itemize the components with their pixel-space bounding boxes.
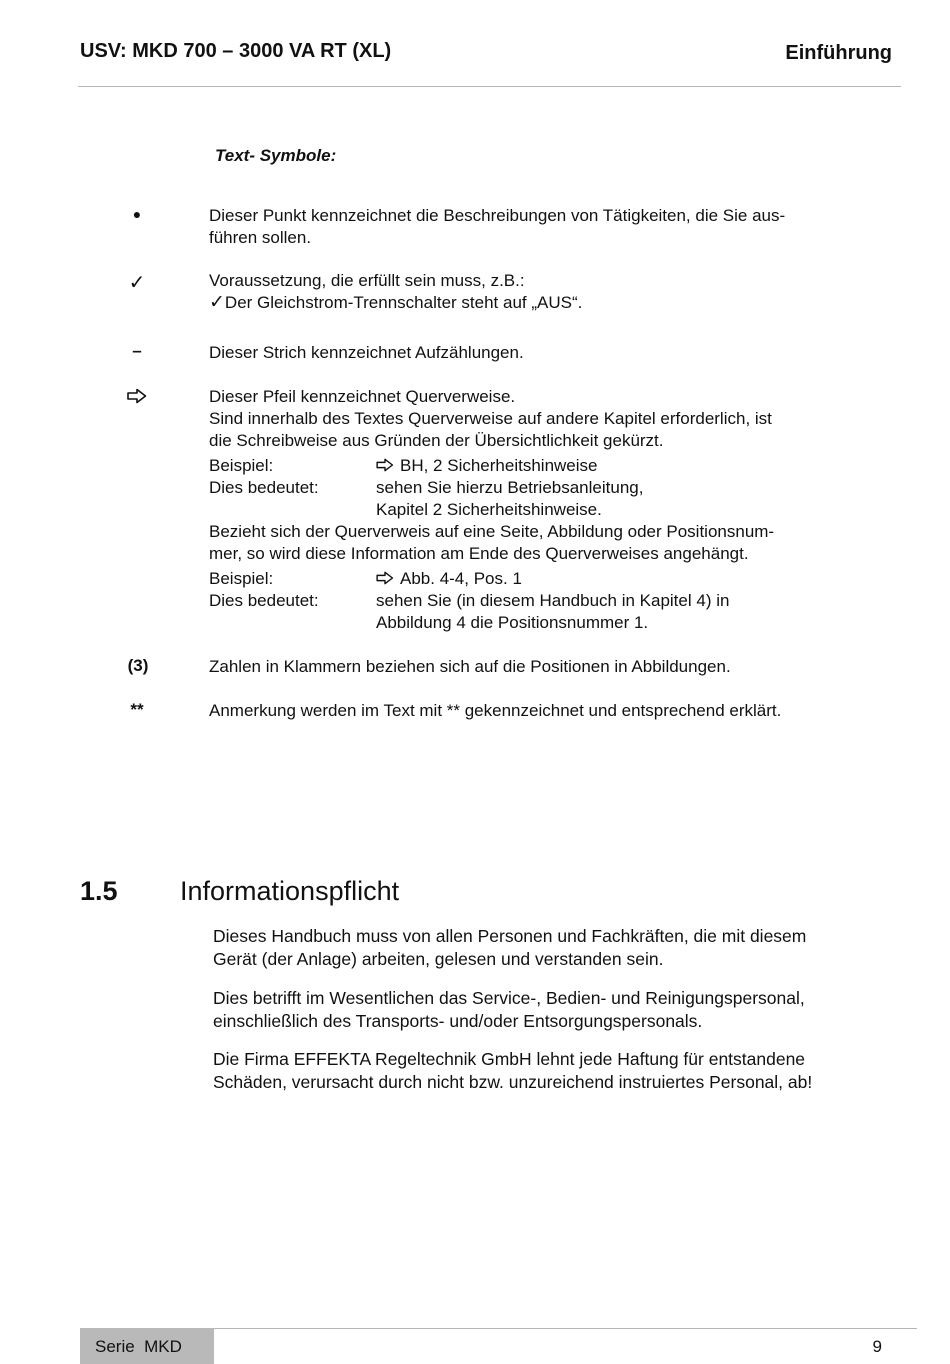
text-line: Dieser Strich kennzeichnet Aufzählungen. (209, 343, 524, 362)
example-label: Beispiel: (209, 456, 274, 475)
section-number: 1.5 (80, 876, 118, 906)
symbol-desc-asterisk (209, 700, 859, 722)
text-line: sehen Sie (in diesem Handbuch in Kapitel 4) in (376, 591, 730, 610)
checkmark-icon: ✓ (128, 272, 146, 294)
section-title: Informationspflicht (180, 876, 400, 906)
example-value: Abb. 4-4, Pos. 1 (400, 569, 522, 588)
text-line: sehen Sie hierzu Betriebsanleitung, (376, 478, 644, 497)
bullet-icon: ● (132, 206, 142, 222)
header-chapter: Einführung (785, 42, 892, 64)
position-number-symbol: (3) (127, 656, 149, 675)
text-line: Dies betrifft im Wesentlichen das Service-, Bedien- und Reinigungspersonal, (213, 988, 805, 1008)
arrow-right-outline-icon (376, 571, 394, 585)
header-title: USV: MKD 700 – 3000 VA RT (XL) (80, 40, 392, 62)
arrow-right-outline-icon (122, 388, 152, 409)
asterisk-symbol: ** (130, 700, 144, 719)
symbols-title: Text- Symbole: (215, 146, 337, 165)
symbol-desc-dash (209, 342, 859, 364)
text-line: einschließlich des Transports- und/oder Entsorgungspersonals. (213, 1011, 703, 1031)
text-line: ✓Der Gleichstrom-Trennschalter steht auf „AUS“. (209, 292, 583, 313)
text-line: Dieses Handbuch muss von allen Personen und Fachkräften, die mit diesem (213, 926, 807, 946)
text-line: führen sollen. (209, 228, 312, 247)
text-line: mer, so wird diese Information am Ende des Querverweises angehängt. (209, 544, 749, 563)
arrow-right-outline-icon (376, 458, 394, 472)
header-divider (78, 86, 901, 87)
footer-divider (213, 1328, 917, 1329)
text-line: Bezieht sich der Querverweis auf eine Seite, Abbildung oder Positionsnum- (209, 522, 775, 541)
text-line: Abbildung 4 die Positionsnummer 1. (376, 613, 649, 632)
example-row (209, 455, 859, 477)
symbol-desc-bullet (209, 205, 859, 249)
example-row (209, 568, 859, 590)
text-line: Gerät (der Anlage) arbeiten, gelesen und verstanden sein. (213, 949, 664, 969)
example-label: Beispiel: (209, 569, 274, 588)
text-line: Kapitel 2 Sicherheitshinweise. (376, 500, 602, 519)
text-line: Dieser Pfeil kennzeichnet Querverweise. (209, 387, 516, 406)
text-line: Dieser Punkt kennzeichnet die Beschreibungen von Tätigkeiten, die Sie aus- (209, 206, 786, 225)
paragraph (213, 1048, 873, 1094)
example-value: BH, 2 Sicherheitshinweise (400, 456, 598, 475)
symbol-desc-arrow (209, 386, 859, 634)
meaning-label: Dies bedeutet: (209, 591, 319, 610)
text-line: Anmerkung werden im Text mit ** gekennzeichnet und entsprechend erklärt. (209, 701, 782, 720)
text-line: die Schreibweise aus Gründen der Übersichtlichkeit gekürzt. (209, 431, 664, 450)
symbol-desc-position (209, 656, 859, 678)
meaning-row (209, 477, 859, 521)
text-line: Zahlen in Klammern beziehen sich auf die Positionen in Abbildungen. (209, 657, 731, 676)
checkmark-icon: ✓ (209, 292, 225, 313)
text-line: Schäden, verursacht durch nicht bzw. unzureichend instruiertes Personal, ab! (213, 1072, 813, 1092)
page-number: 9 (872, 1337, 882, 1356)
text-line: Voraussetzung, die erfüllt sein muss, z.B.: (209, 271, 525, 290)
symbol-desc-check (209, 270, 859, 314)
dash-icon: – (132, 341, 142, 360)
text-line: Die Firma EFFEKTA Regeltechnik GmbH lehnt jede Haftung für entstandene (213, 1049, 806, 1069)
meaning-row (209, 590, 859, 634)
meaning-label: Dies bedeutet: (209, 478, 319, 497)
footer-series-label: Serie MKD (95, 1337, 182, 1356)
paragraph (213, 987, 873, 1033)
paragraph (213, 925, 873, 971)
text-line: Sind innerhalb des Textes Querverweise auf andere Kapitel erforderlich, ist (209, 409, 772, 428)
